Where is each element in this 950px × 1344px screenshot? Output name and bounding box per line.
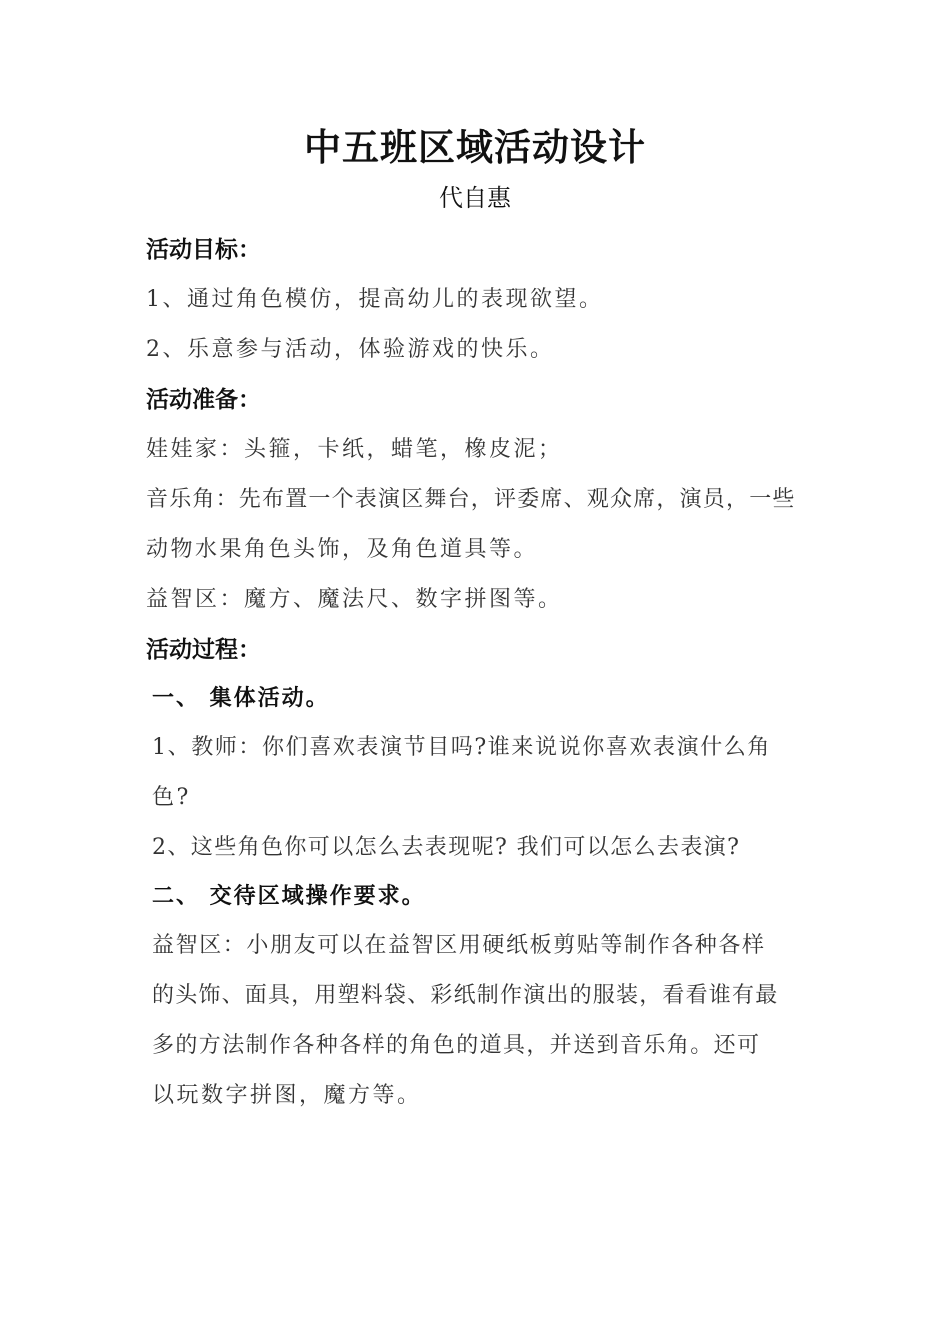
section1-line-3: 2、这些角色你可以怎么去表现呢? 我们可以怎么去表演?: [152, 835, 741, 860]
document-title: 中五班区域活动设计: [304, 125, 646, 169]
section2-line-1: 益智区：小朋友可以在益智区用硬纸板剪贴等制作各种各样: [152, 933, 766, 958]
section2-line-3: 多的方法制作各种各样的角色的道具，并送到音乐角。还可: [152, 1033, 761, 1058]
section1-heading: 一、 集体活动。: [152, 685, 330, 711]
prep-item-music-corner: 音乐角：先布置一个表演区舞台，评委席、观众席，演员，一些: [146, 487, 796, 512]
section1-line-1: 1、教师：你们喜欢表演节目吗?谁来说说你喜欢表演什么角: [152, 735, 771, 760]
goal-item-1: 1、通过角色模仿，提高幼儿的表现欲望。: [146, 287, 604, 312]
section2-heading: 二、 交待区域操作要求。: [152, 883, 426, 909]
prep-item-puzzle-area: 益智区：魔方、魔法尺、数字拼图等。: [146, 587, 563, 612]
section2-line-4: 以玩数字拼图，魔方等。: [152, 1083, 422, 1108]
section2-line-2: 的头饰、面具，用塑料袋、彩纸制作演出的服装，看看谁有最: [152, 983, 779, 1008]
prep-heading: 活动准备：: [146, 387, 261, 413]
goals-heading: 活动目标：: [146, 237, 261, 263]
section1-line-2: 色?: [152, 785, 191, 810]
process-heading: 活动过程：: [146, 637, 261, 663]
prep-item-doll-house: 娃娃家：头箍，卡纸，蜡笔，橡皮泥；: [146, 437, 563, 462]
goal-item-2: 2、乐意参与活动，体验游戏的快乐。: [146, 337, 555, 362]
document-author: 代自惠: [439, 184, 511, 212]
prep-item-music-corner-cont: 动物水果角色头饰，及角色道具等。: [146, 537, 539, 562]
